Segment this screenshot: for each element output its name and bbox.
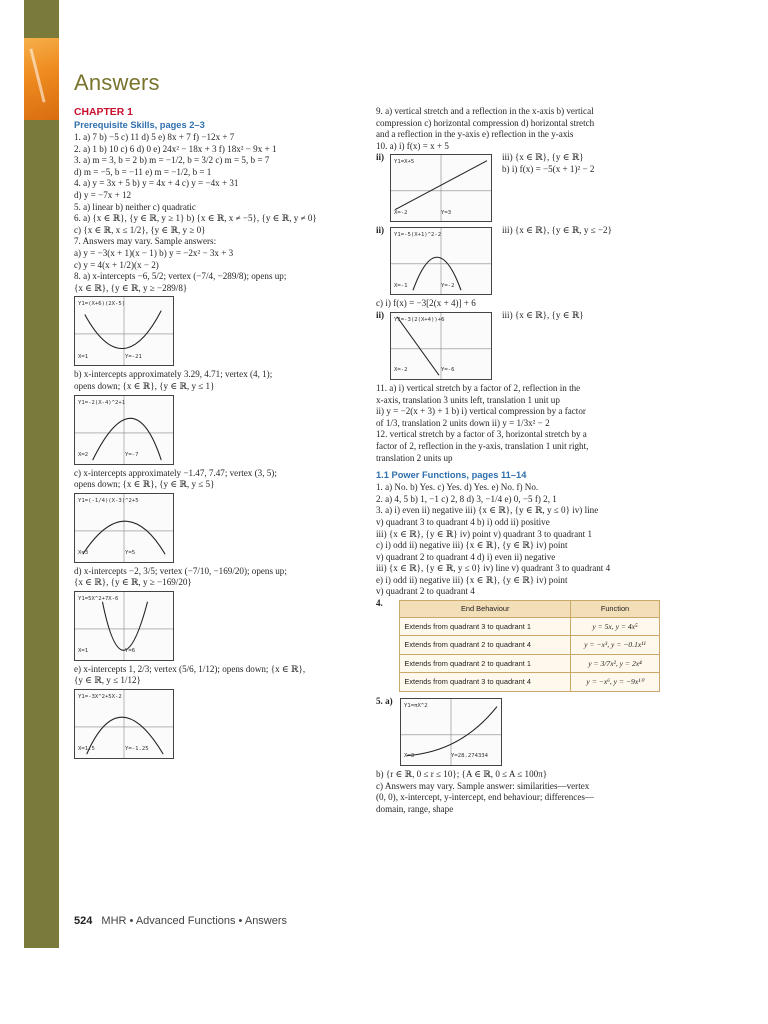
answer-line: c) {x ∈ ℝ, x ≤ 1/2}, {y ∈ ℝ, y ≥ 0}: [74, 224, 206, 235]
table-cell: y = 3/7x², y = 2x⁴: [571, 654, 660, 673]
calculator-graph: [74, 689, 174, 759]
answer-line: 5. a) linear b) neither c) quadratic: [74, 201, 196, 212]
graph-equation: Y1=-5(X+1)^2-2: [394, 232, 442, 239]
table-cell: Extends from quadrant 2 to quadrant 4: [400, 636, 571, 655]
answer-line: v) quadrant 2 to quadrant 4: [376, 586, 475, 597]
answer-line: e) x-intercepts 1, 2/3; vertex (5/6, 1/12); opens down; {x ∈ ℝ},: [74, 663, 306, 674]
answer-line: opens down; {x ∈ ℝ}, {y ∈ ℝ, y ≤ 1}: [74, 380, 215, 391]
graph-label: ii): [376, 225, 385, 236]
answer-line: c) y = 4(x + 1/2)(x − 2): [74, 259, 159, 270]
answer-line: b) {r ∈ ℝ, 0 ≤ r ≤ 10}; {A ∈ ℝ, 0 ≤ A ≤ 100π}: [376, 769, 548, 780]
graph-equation: Y1=-3(2(X+4))+6: [394, 316, 445, 323]
end-behaviour-table-row: [376, 598, 660, 696]
graph-label: 5. a): [376, 696, 393, 707]
graph-side-text: [502, 225, 612, 237]
answer-line: 3. a) i) even ii) negative iii) {x ∈ ℝ}, {y ∈ ℝ, y ≤ 0} iv) line: [376, 505, 599, 516]
answer-line: iii) {x ∈ ℝ}, {y ∈ ℝ}: [502, 309, 584, 320]
graph-equation: Y1=5X^2+7X-6: [78, 595, 119, 602]
answer-line: b) x-intercepts approximately 3.29, 4.71; vertex (4, 1);: [74, 369, 273, 380]
answer-line: c) i) odd ii) negative iii) {x ∈ ℝ}, {y ∈ ℝ} iv) point: [376, 540, 568, 551]
answers-block: [74, 132, 350, 294]
section-heading: Prerequisite Skills, pages 2–3: [74, 120, 205, 130]
chapter-tab-decoration: [24, 38, 59, 120]
table-cell: y = −x⁶, y = −9x¹⁰: [571, 673, 660, 692]
calculator-graph: [390, 227, 492, 295]
answer-line: 8. a) x-intercepts −6, 5/2; vertex (−7/4, −289/8); opens up;: [74, 271, 287, 282]
table-row: [400, 673, 660, 692]
answer-line: opens down; {x ∈ ℝ}, {y ∈ ℝ, y ≤ 5}: [74, 479, 215, 490]
graph-row: [376, 696, 660, 769]
answer-line: 2. a) 1 b) 10 c) 6 d) 0 e) 24x² − 18x + 3 f) 18x² − 9x + 1: [74, 143, 277, 154]
answers-block: [376, 769, 660, 815]
answers-block: [376, 383, 660, 464]
answers-block: [74, 566, 350, 589]
graph-side-text: [502, 310, 584, 322]
answer-line: 7. Answers may vary. Sample answers:: [74, 236, 217, 247]
calculator-graph: [74, 493, 174, 563]
graph-row: [376, 225, 660, 298]
answer-line: v) quadrant 3 to quadrant 4 b) i) odd ii) positive: [376, 516, 550, 527]
graph-x-readout: X=-1: [394, 282, 408, 289]
graph-y-readout: Y=28.274334: [451, 753, 489, 760]
page-title: Answers: [74, 70, 160, 95]
graph-row: [376, 152, 660, 225]
chapter-heading: CHAPTER 1: [74, 107, 133, 118]
graph-label: ii): [376, 152, 385, 163]
answers-block: [74, 369, 350, 392]
answer-line: iii) {x ∈ ℝ}, {y ∈ ℝ, y ≤ −2}: [502, 225, 612, 236]
answer-line: 1. a) No. b) Yes. c) Yes. d) Yes. e) No. f) No.: [376, 482, 539, 493]
answer-line: a) y = −3(x + 1)(x − 1) b) y = −2x² − 3x + 3: [74, 247, 234, 258]
graph-equation: Y1=πX^2: [404, 703, 428, 710]
answers-block: [74, 468, 350, 491]
graph-side-text: [502, 152, 594, 175]
graph-equation: Y1=(-1/4)(X-3)^2+5: [78, 497, 139, 504]
graph-equation: Y1=(X+6)(2X-5): [78, 301, 126, 308]
answer-line: {x ∈ ℝ}, {y ∈ ℝ, y ≥ −289/8}: [74, 282, 188, 293]
right-column: [376, 106, 660, 815]
answer-line: iii) {x ∈ ℝ}, {y ∈ ℝ} iv) point v) quadrant 3 to quadrant 1: [376, 528, 593, 539]
graph-x-readout: X=1.5: [78, 746, 95, 753]
answer-line: {x ∈ ℝ}, {y ∈ ℝ, y ≥ −169/20}: [74, 577, 192, 588]
answer-line: 4. a) y = 3x + 5 b) y = 4x + 4 c) y = −4x + 31: [74, 178, 239, 189]
answer-line: 3. a) m = 3, b = 2 b) m = −1/2, b = 3/2 c) m = 5, b = 7: [74, 155, 270, 166]
answer-line: iii) {x ∈ ℝ}, {y ∈ ℝ}: [502, 152, 584, 163]
answer-line: c) i) f(x) = −3[2(x + 4)] + 6: [376, 298, 476, 309]
answers-block: [376, 482, 660, 598]
graph-label: ii): [376, 309, 385, 320]
page-sidebar-band: [24, 0, 59, 948]
graph-equation: Y1=-2(X-4)^2+1: [78, 399, 126, 406]
answer-line: v) quadrant 2 to quadrant 4 d) i) even ii) negative: [376, 551, 556, 562]
answer-line: d) x-intercepts −2, 3/5; vertex (−7/10, −169/20); opens up;: [74, 565, 287, 576]
graph-curve: [85, 311, 161, 349]
graph-curve: [407, 707, 497, 756]
answer-line: 1. a) 7 b) −5 c) 11 d) 5 e) 8x + 7 f) −12x + 7: [74, 132, 235, 142]
graph-y-readout: Y=-21: [125, 353, 142, 360]
answer-line: b) i) f(x) = −5(x + 1)² − 2: [502, 163, 595, 174]
answer-line: (0, 0), x-intercept, y-intercept, end behaviour; differences—: [376, 792, 594, 803]
graph-y-readout: Y=-6: [441, 367, 455, 374]
answer-line: compression c) horizontal compression d) horizontal stretch: [376, 117, 595, 128]
answer-line: d) y = −7x + 12: [74, 189, 132, 200]
calculator-graph: [74, 591, 174, 661]
answer-line: of 1/3, translation 2 units down ii) y = 1/3x² − 2: [376, 417, 550, 428]
answer-line: iii) {x ∈ ℝ}, {y ∈ ℝ, y ≤ 0} iv) line v) quadrant 3 to quadrant 4: [376, 563, 611, 574]
answer-line: 2. a) 4, 5 b) 1, −1 c) 2, 8 d) 3, −1/4 e) 0, −5 f) 2, 1: [376, 493, 557, 504]
footer-text: MHR • Advanced Functions • Answers: [101, 915, 288, 927]
graph-y-readout: Y=5: [125, 550, 136, 557]
question-number: 4.: [376, 598, 383, 609]
answer-line: e) i) odd ii) negative iii) {x ∈ ℝ}, {y ∈ ℝ} iv) point: [376, 574, 568, 585]
table-header: End Behaviour: [400, 601, 571, 618]
answer-line: factor of 2, reflection in the y-axis, translation 1 unit right,: [376, 440, 589, 451]
calculator-graph: [74, 395, 174, 465]
graph-x-readout: X=3: [404, 753, 415, 760]
table-cell: Extends from quadrant 3 to quadrant 4: [400, 673, 571, 692]
answers-block: [376, 106, 660, 152]
graph-y-readout: Y=-7: [125, 451, 139, 458]
graph-row: [376, 310, 660, 383]
section-heading: 1.1 Power Functions, pages 11–14: [376, 470, 527, 481]
answer-line: 10. a) i) f(x) = x + 5: [376, 140, 449, 151]
graph-y-readout: Y=-1.25: [125, 746, 149, 753]
answer-line: ii) y = −2(x + 3) + 1 b) i) vertical compression by a factor: [376, 406, 586, 417]
end-behaviour-table: [399, 600, 660, 692]
left-column: [74, 106, 350, 762]
graph-y-readout: Y=6: [125, 648, 136, 655]
calculator-graph: [400, 698, 502, 766]
answer-line: and a reflection in the y-axis e) reflection in the y-axis: [376, 129, 574, 140]
answer-line: translation 2 units up: [376, 452, 453, 463]
answer-line: d) m = −5, b = −11 e) m = −1/2, b = 1: [74, 166, 212, 177]
graph-y-readout: Y=3: [441, 209, 452, 216]
table-cell: y = −x³, y = −0.1x¹¹: [571, 636, 660, 655]
table-cell: Extends from quadrant 2 to quadrant 1: [400, 654, 571, 673]
graph-x-readout: X=3: [78, 550, 89, 557]
answer-line: 11. a) i) vertical stretch by a factor of 2, reflection in the: [376, 382, 581, 393]
answer-line: 9. a) vertical stretch and a reflection in the x-axis b) vertical: [376, 106, 594, 116]
graph-x-readout: X=2: [78, 451, 89, 458]
graph-x-readout: X=-2: [394, 209, 408, 216]
answer-line: c) Answers may vary. Sample answer: similarities—vertex: [376, 780, 590, 791]
table-row: [400, 617, 660, 636]
answer-line: 6. a) {x ∈ ℝ}, {y ∈ ℝ, y ≥ 1} b) {x ∈ ℝ, x ≠ −5}, {y ∈ ℝ, y ≠ 0}: [74, 213, 317, 224]
page-number: 524: [74, 915, 93, 927]
table-row: [400, 654, 660, 673]
answer-line: x-axis, translation 3 units left, translation 1 unit up: [376, 394, 560, 405]
table-cell: y = 5x, y = 4x⁵: [571, 617, 660, 636]
answer-line: 12. vertical stretch by a factor of 3, horizontal stretch by a: [376, 429, 587, 440]
answer-line: {y ∈ ℝ, y ≤ 1/12}: [74, 675, 141, 686]
graph-x-readout: X=-2: [394, 367, 408, 374]
page-footer: [74, 915, 287, 927]
calculator-graph: [390, 154, 492, 222]
graph-equation: Y1=X+5: [394, 159, 415, 166]
graph-equation: Y1=-3X^2+5X-2: [78, 694, 122, 701]
calculator-graph: [74, 296, 174, 366]
answer-line: domain, range, shape: [376, 803, 454, 814]
answers-block: [74, 664, 350, 687]
answer-line: c) x-intercepts approximately −1.47, 7.47; vertex (3, 5);: [74, 467, 277, 478]
calculator-graph: [390, 312, 492, 380]
table-cell: Extends from quadrant 3 to quadrant 1: [400, 617, 571, 636]
table-header: Function: [571, 601, 660, 618]
graph-y-readout: Y=-2: [441, 282, 455, 289]
graph-curve: [102, 602, 147, 651]
graph-x-readout: X=1: [78, 648, 89, 655]
graph-x-readout: X=1: [78, 353, 89, 360]
table-row: [400, 636, 660, 655]
